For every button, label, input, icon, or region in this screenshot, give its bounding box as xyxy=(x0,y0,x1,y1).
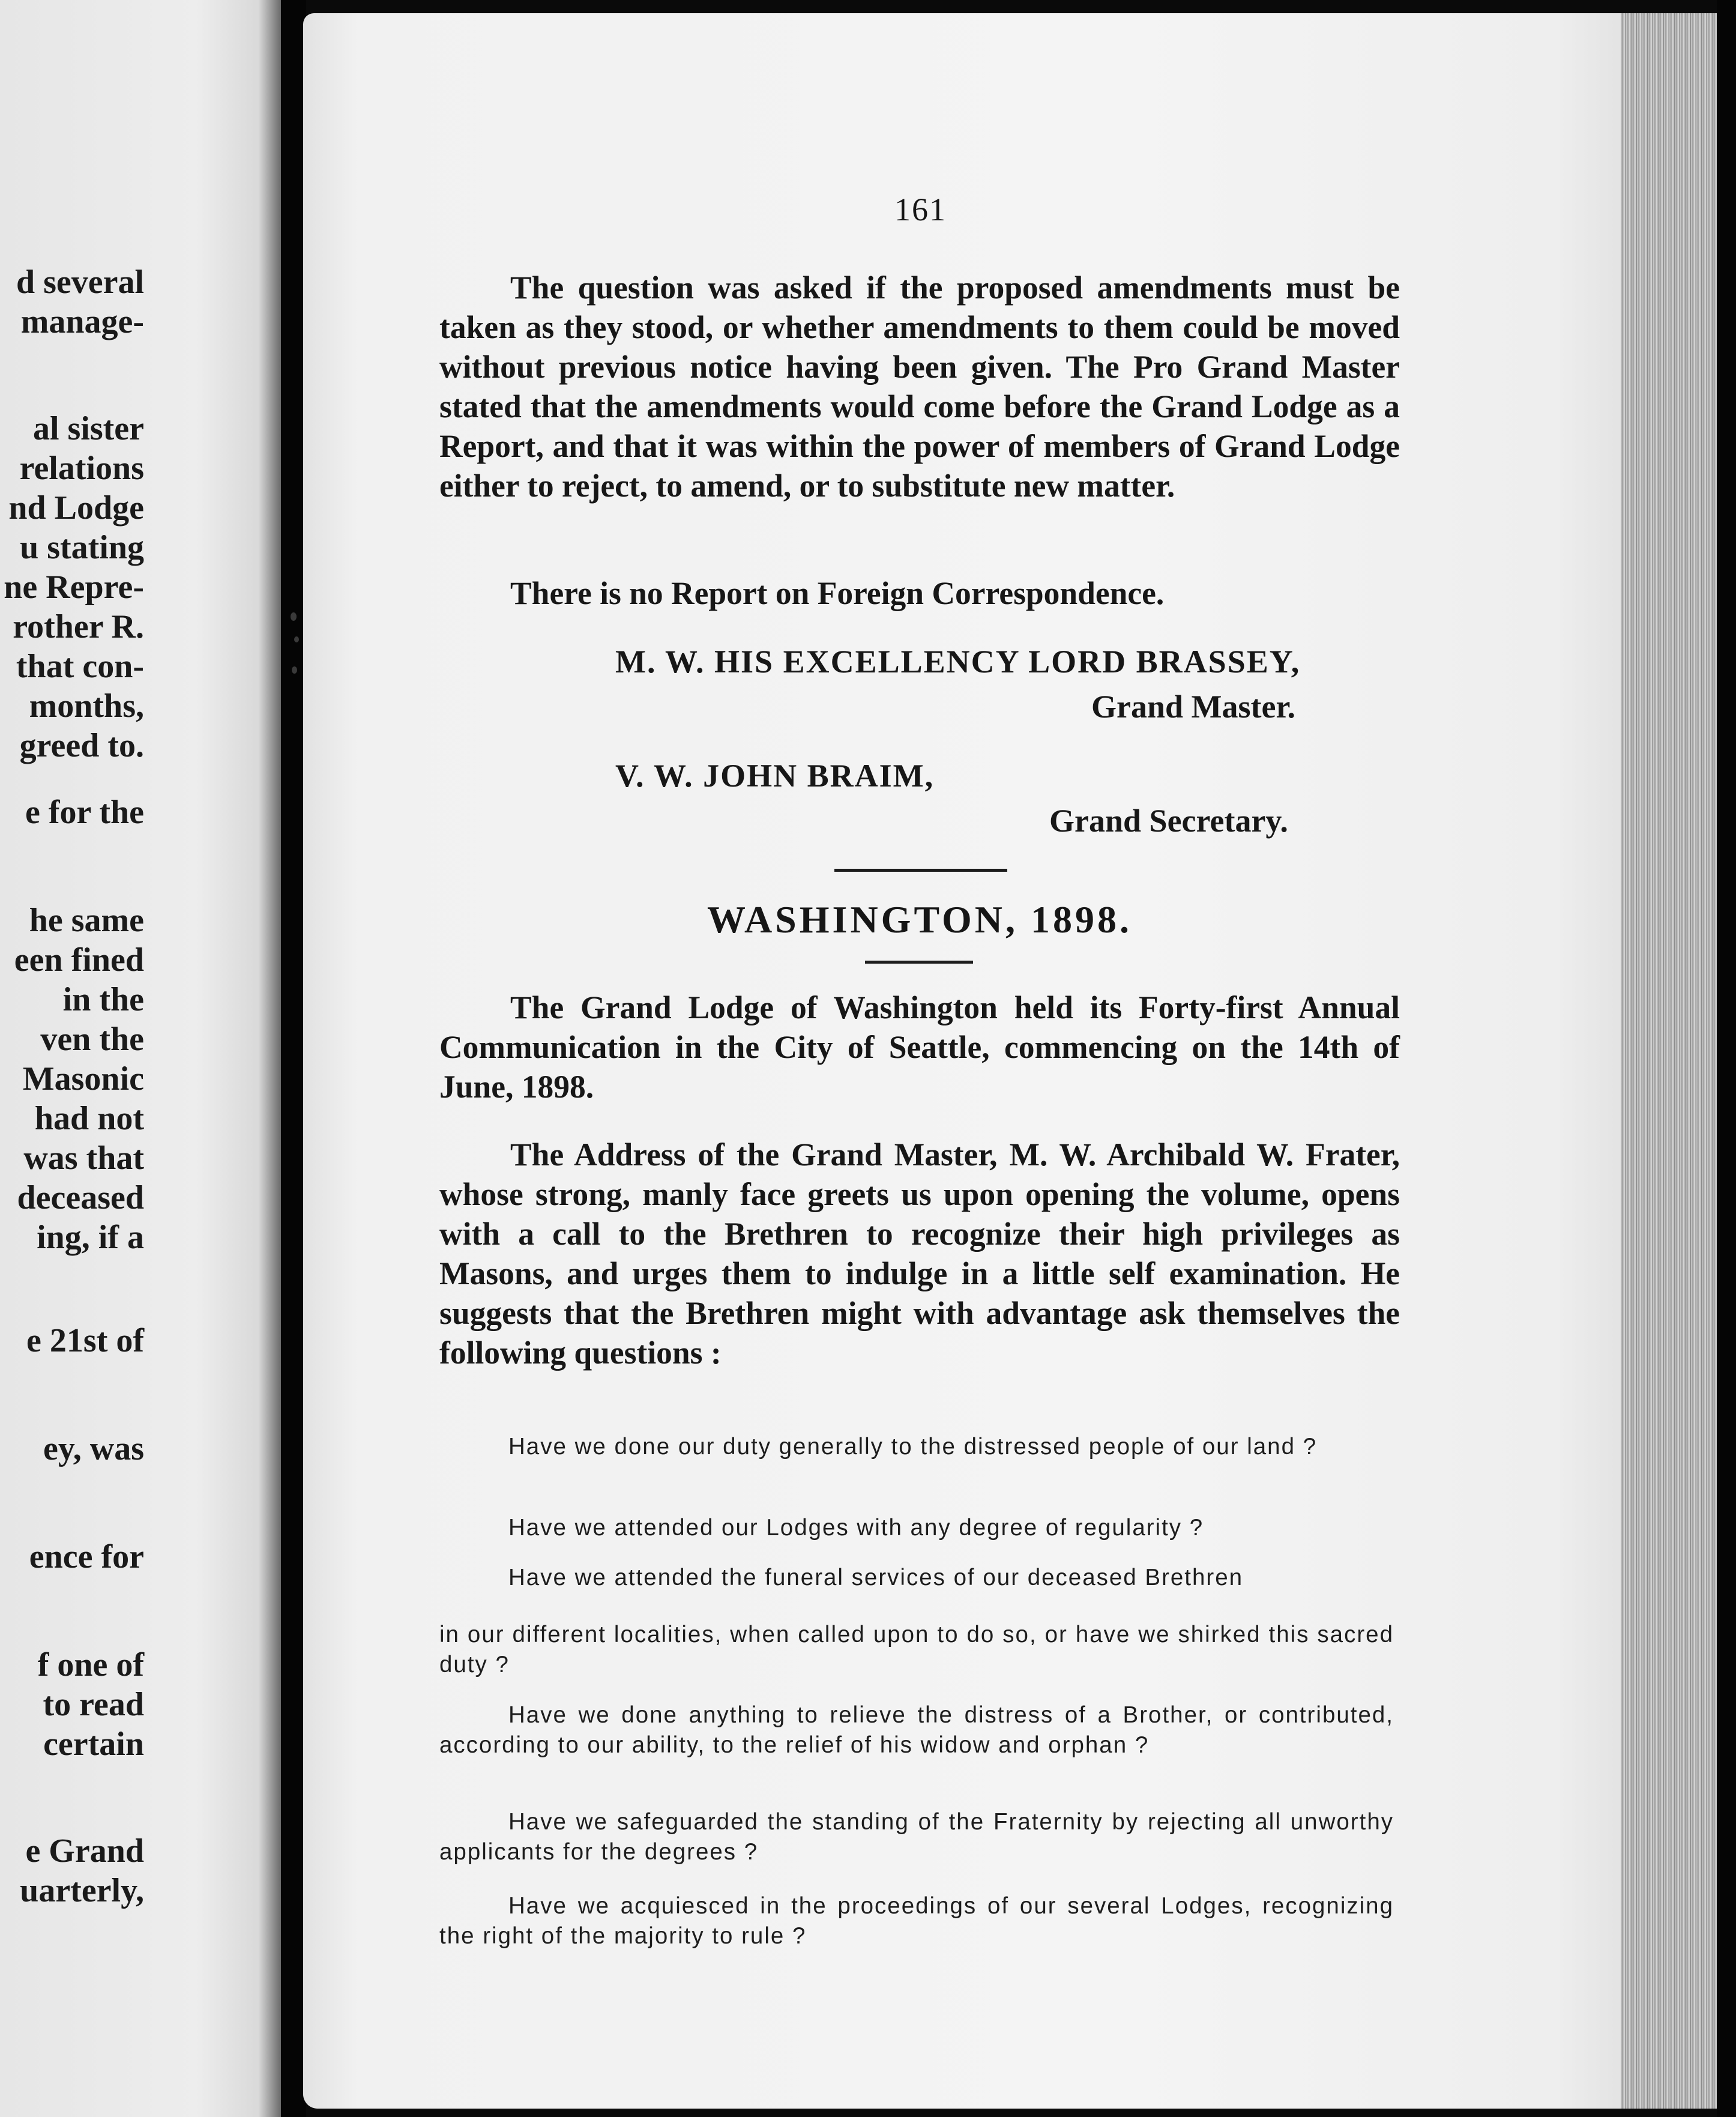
scan-speck xyxy=(291,612,297,621)
paragraph-foreign-correspondence: There is no Report on Foreign Correspondence. xyxy=(510,575,1165,611)
paragraph-annual-communication: The Grand Lodge of Washington held its Forty-first Annual Communication in the City of Seattle, commencing on the 14th of June, 1898. xyxy=(439,989,1400,1105)
signature-grand-master-title: Grand Master. xyxy=(1091,689,1295,725)
page-edge-shadow xyxy=(1717,0,1736,2117)
page-edges xyxy=(1621,13,1723,2109)
question-item: Have we done anything to relieve the distress of a Brother, or contributed, according to our ability, to the relief of his widow and orphan ? xyxy=(439,1702,1394,1758)
left-page-line: greed to. xyxy=(19,727,144,764)
left-page-line: manage- xyxy=(20,303,144,340)
signature-grand-master-name: M. W. HIS EXCELLENCY LORD BRASSEY, xyxy=(615,644,1301,680)
left-page-line: e 21st of xyxy=(26,1322,144,1359)
left-page-line: ne Repre- xyxy=(4,569,144,606)
left-page-line: rother R. xyxy=(13,608,144,645)
left-page-strip xyxy=(0,0,281,2117)
left-page-line: months, xyxy=(29,687,144,725)
question-item: Have we done our duty generally to the distressed people of our land ? xyxy=(508,1434,1318,1460)
left-page-line: ey, was xyxy=(43,1430,144,1467)
paragraph-amendments: The question was asked if the proposed amendments must be taken as they stood, or whether amendments to them could be moved without previous notice having been given. The Pro Grand Master stated that the amendments would come before the Grand Lodge as a Report, and that it was within the power of members of Grand Lodge either to reject, to amend, or to substitute new matter. xyxy=(439,270,1400,504)
left-page-line: u stating xyxy=(20,529,144,566)
question-item: Have we attended our Lodges with any degree of regularity ? xyxy=(508,1515,1204,1541)
question-item: Have we safeguarded the standing of the Fraternity by rejecting all unworthy applicants for the degrees ? xyxy=(439,1809,1394,1865)
left-page-line: to read xyxy=(43,1686,144,1723)
signature-grand-secretary-title: Grand Secretary. xyxy=(1049,803,1288,839)
left-page-line: e for the xyxy=(25,794,144,831)
divider-rule xyxy=(865,961,973,964)
question-item: Have we attended the funeral services of our deceased Brethren xyxy=(508,1565,1244,1590)
left-page-line: uarterly, xyxy=(20,1872,144,1909)
paragraph-grand-master-address: The Address of the Grand Master, M. W. Archibald W. Frater, whose strong, manly face greets us upon opening the volume, opens with a call to the Brethren to recognize their high privileges as Masons, and urges them to indulge in a little self examination. He suggests that the Brethren might with advantage ask themselves the following questions : xyxy=(439,1137,1400,1371)
section-heading: WASHINGTON, 1898. xyxy=(707,898,1132,941)
left-page-line: relations xyxy=(19,450,144,487)
scan-speck xyxy=(294,636,299,642)
left-page-line: e Grand xyxy=(25,1832,144,1870)
left-page-line: ven the xyxy=(40,1021,144,1058)
left-page-line: d several xyxy=(16,264,144,301)
question-item: Have we acquiesced in the proceedings of our several Lodges, recognizing the right of the majority to rule ? xyxy=(439,1893,1394,1949)
left-page-line: f one of xyxy=(37,1646,144,1684)
book-gutter xyxy=(281,0,306,2117)
left-page-line: deceased xyxy=(17,1179,144,1216)
question-item: in our different localities, when called upon to do so, or have we shirked this sacred duty ? xyxy=(439,1622,1394,1678)
left-page-line: al sister xyxy=(32,410,144,447)
page-number: 161 xyxy=(894,192,947,228)
left-page-line: was that xyxy=(23,1140,144,1177)
signature-grand-secretary-name: V. W. JOHN BRAIM, xyxy=(615,758,935,794)
left-page-line: in the xyxy=(62,981,144,1018)
left-page-line: ing, if a xyxy=(37,1219,144,1256)
left-page-line: that con- xyxy=(16,648,144,685)
left-page-line: ence for xyxy=(29,1538,144,1575)
left-page-line: had not xyxy=(34,1100,144,1137)
divider-rule xyxy=(834,869,1007,872)
left-page-line: he same xyxy=(29,902,144,939)
left-page-line: nd Lodge xyxy=(8,489,144,527)
scan-speck xyxy=(292,666,297,674)
left-page-line: certain xyxy=(43,1726,144,1763)
left-page-line: een fined xyxy=(14,941,144,979)
left-page-line: Masonic xyxy=(22,1060,144,1098)
